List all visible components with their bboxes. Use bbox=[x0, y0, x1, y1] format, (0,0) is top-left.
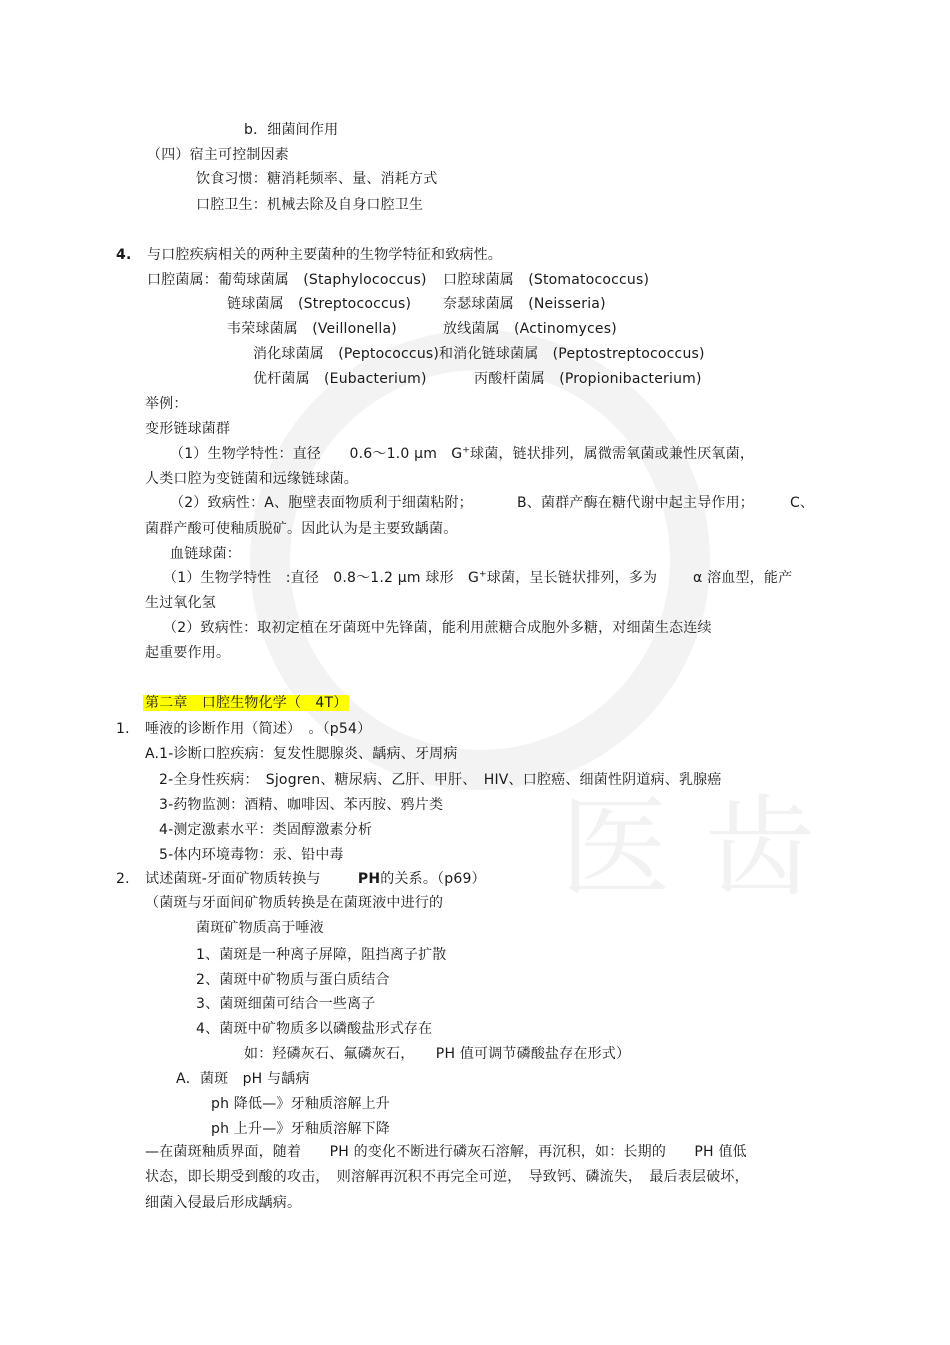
list-number: 1. bbox=[116, 721, 130, 737]
text-line: （1）生物学特性：直径 0.6～1.0 μm G+球菌，链状排列，属微需氧菌或兼性厌氧菌， bbox=[170, 445, 755, 462]
text-line: 菌群产酸可使釉质脱矿。因此认为是主要致龋菌。 bbox=[145, 521, 458, 537]
text-line: 口腔卫生：机械去除及自身口腔卫生 bbox=[196, 197, 424, 213]
text-line: （2）致病性：取初定植在牙菌斑中先锋菌，能利用蔗糖合成胞外多糖，对细菌生态连续 bbox=[163, 620, 712, 636]
text-line: b．细菌间作用 bbox=[244, 122, 339, 138]
text-line: ph 上升—》牙釉质溶解下降 bbox=[211, 1121, 391, 1137]
text-line: 4-测定激素水平：类固醇激素分析 bbox=[159, 822, 373, 838]
text-line: （四）宿主可控制因素 bbox=[147, 147, 289, 163]
text-line: 饮食习惯：糖消耗频率、量、消耗方式 bbox=[196, 171, 438, 187]
text-line: （2）致病性：A、胞壁表面物质利于细菌粘附； bbox=[170, 495, 473, 511]
text-line: 奈瑟球菌属 (Neisseria) bbox=[443, 296, 606, 312]
text-line: 2、菌斑中矿物质与蛋白质结合 bbox=[196, 972, 390, 988]
text-line: 口腔菌属：葡萄球菌属 (Staphylococcus) bbox=[147, 272, 427, 288]
text-line: B、菌群产酶在糖代谢中起主导作用； bbox=[517, 495, 755, 511]
text-line: 细菌入侵最后形成龋病。 bbox=[145, 1195, 302, 1211]
question-heading: 试述菌斑-牙面矿物质转换与 PH的关系。（p69） bbox=[145, 871, 486, 887]
text-line: （菌斑与牙面间矿物质转换是在菌斑液中进行的 bbox=[145, 895, 444, 911]
text-line: 举例： bbox=[145, 396, 188, 412]
text-line: 消化球菌属 (Peptococcus)和消化链球菌属 (Peptostreptococcus) bbox=[253, 346, 705, 362]
chapter-heading: 第二章 口腔生物化学（ 4T） bbox=[145, 695, 348, 711]
text-line: （1）生物学特性 :直径 0.8～1.2 μm 球形 G+球菌，呈长链状排列，多为 bbox=[163, 569, 658, 586]
text-line: 4、菌斑中矿物质多以磷酸盐形式存在 bbox=[196, 1021, 433, 1037]
text-line: 2-全身性疾病： Sjogren、糖尿病、乙肝、甲肝、 HIV、口腔癌、细菌性阴道病、乳腺癌 bbox=[159, 772, 722, 788]
question-heading: 唾液的诊断作用（简述） 。（p54） bbox=[145, 721, 372, 737]
text-line: 丙酸杆菌属 (Propionibacterium) bbox=[474, 371, 702, 387]
text-line: 放线菌属 (Actinomyces) bbox=[443, 321, 617, 337]
text-line: 链球菌属 (Streptococcus) bbox=[227, 296, 412, 312]
text-line: A．菌斑 pH 与龋病 bbox=[176, 1071, 310, 1087]
text-line: C、 bbox=[790, 495, 815, 511]
text-line: 血链球菌： bbox=[170, 546, 241, 562]
text-line: 韦荣球菌属 (Veillonella) bbox=[227, 321, 397, 337]
text-line: 优杆菌属 (Eubacterium) bbox=[253, 371, 427, 387]
text-line: 3、菌斑细菌可结合一些离子 bbox=[196, 996, 376, 1012]
list-number: 4. bbox=[116, 247, 132, 263]
text-line: 5-体内环境毒物：汞、铅中毒 bbox=[159, 847, 344, 863]
text-line: α 溶血型，能产 bbox=[693, 570, 793, 586]
text-line: 人类口腔为变链菌和远缘链球菌。 bbox=[145, 471, 358, 487]
text-line: 起重要作用。 bbox=[145, 645, 231, 661]
text-line: 口腔球菌属 (Stomatococcus) bbox=[443, 272, 650, 288]
watermark-text: 医 齿 bbox=[560, 784, 815, 912]
list-number: 2. bbox=[116, 871, 130, 887]
text-line: A.1-诊断口腔疾病：复发性腮腺炎、龋病、牙周病 bbox=[145, 746, 458, 762]
text-line: 状态，即长期受到酸的攻击， 则溶解再沉积不再完全可逆， 导致钙、磷流失， 最后表层破坏， bbox=[145, 1169, 749, 1185]
text-line: 3-药物监测：酒精、咖啡因、苯丙胺、鸦片类 bbox=[159, 797, 444, 813]
text-line: ph 降低—》牙釉质溶解上升 bbox=[211, 1096, 391, 1112]
text-line: 1、菌斑是一种离子屏障，阻挡离子扩散 bbox=[196, 947, 447, 963]
text-line: 变形链球菌群 bbox=[145, 421, 231, 437]
section-heading: 与口腔疾病相关的两种主要菌种的生物学特征和致病性。 bbox=[147, 247, 502, 263]
text-line: 菌斑矿物质高于唾液 bbox=[196, 920, 324, 936]
text-line: 如：羟磷灰石、氟磷灰石， PH 值可调节磷酸盐存在形式） bbox=[244, 1046, 631, 1062]
text-line: 生过氧化氢 bbox=[145, 595, 216, 611]
text-line: —在菌斑釉质界面，随着 PH 的变化不断进行磷灰石溶解，再沉积，如：长期的 PH 值低 bbox=[145, 1144, 747, 1160]
